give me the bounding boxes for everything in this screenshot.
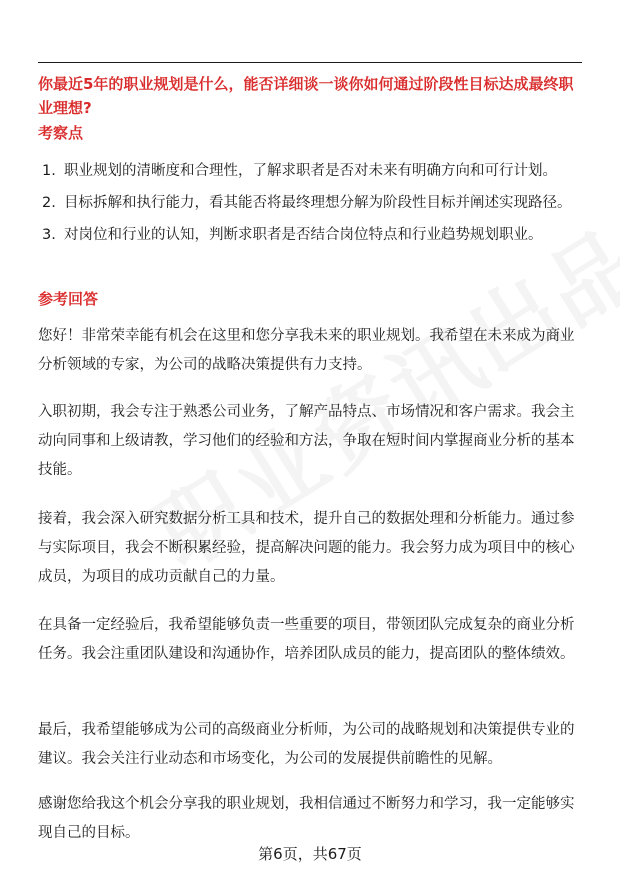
page-footer: 第6页，共67页: [258, 845, 362, 863]
answer-paragraph: 入职初期，我会专注于熟悉公司业务，了解产品特点、市场情况和客户需求。我会主动向同事和上级请教，学习他们的经验和方法，争取在短时间内掌握商业分析的基本技能。: [38, 404, 575, 478]
point-text: 对岗位和行业的认知，判断求职者是否结合岗位特点和行业趋势规划职业。: [64, 227, 543, 243]
interview-question: 你最近5年的职业规划是什么，能否详细谈一谈你如何通过阶段性目标达成最终职业理想?: [38, 75, 574, 117]
assessment-points-list: [38, 156, 586, 252]
answer-section-title: 参考回答: [38, 290, 99, 308]
point-text: 目标拆解和执行能力，看其能否将最终理想分解为阶段性目标并阐述实现路径。: [64, 195, 572, 211]
top-divider: [38, 62, 582, 63]
points-section-title: 考察点: [38, 124, 84, 142]
point-text: 职业规划的清晰度和合理性，了解求职者是否对未来有明确方向和可行计划。: [64, 163, 557, 179]
answer-paragraph: 感谢您给我这个机会分享我的职业规划，我相信通过不断努力和学习，我一定能够实现自己的目标。: [38, 796, 575, 841]
answer-paragraph: 接着，我会深入研究数据分析工具和技术，提升自己的数据处理和分析能力。通过参与实际项目，我会不断积累经验，提高解决问题的能力。我会努力成为项目中的核心成员，为项目的成功贡献自己的力量。: [38, 511, 575, 585]
assessment-point-2: [38, 188, 586, 218]
point-number: 1.: [42, 163, 56, 179]
assessment-point-3: [38, 220, 586, 250]
point-number: 2.: [42, 195, 56, 211]
answer-paragraph: 您好！非常荣幸能有机会在这里和您分享我未来的职业规划。我希望在未来成为商业分析领域的专家，为公司的战略决策提供有力支持。: [38, 328, 575, 373]
answer-paragraph: 最后，我希望能够成为公司的高级商业分析师，为公司的战略规划和决策提供专业的建议。我会关注行业动态和市场变化，为公司的发展提供前瞻性的见解。: [38, 722, 575, 767]
assessment-point-1: [38, 156, 586, 186]
answer-paragraph: 在具备一定经验后，我希望能够负责一些重要的项目，带领团队完成复杂的商业分析任务。我会注重团队建设和沟通协作，培养团队成员的能力，提高团队的整体绩效。: [38, 617, 575, 662]
point-number: 3.: [42, 227, 56, 243]
